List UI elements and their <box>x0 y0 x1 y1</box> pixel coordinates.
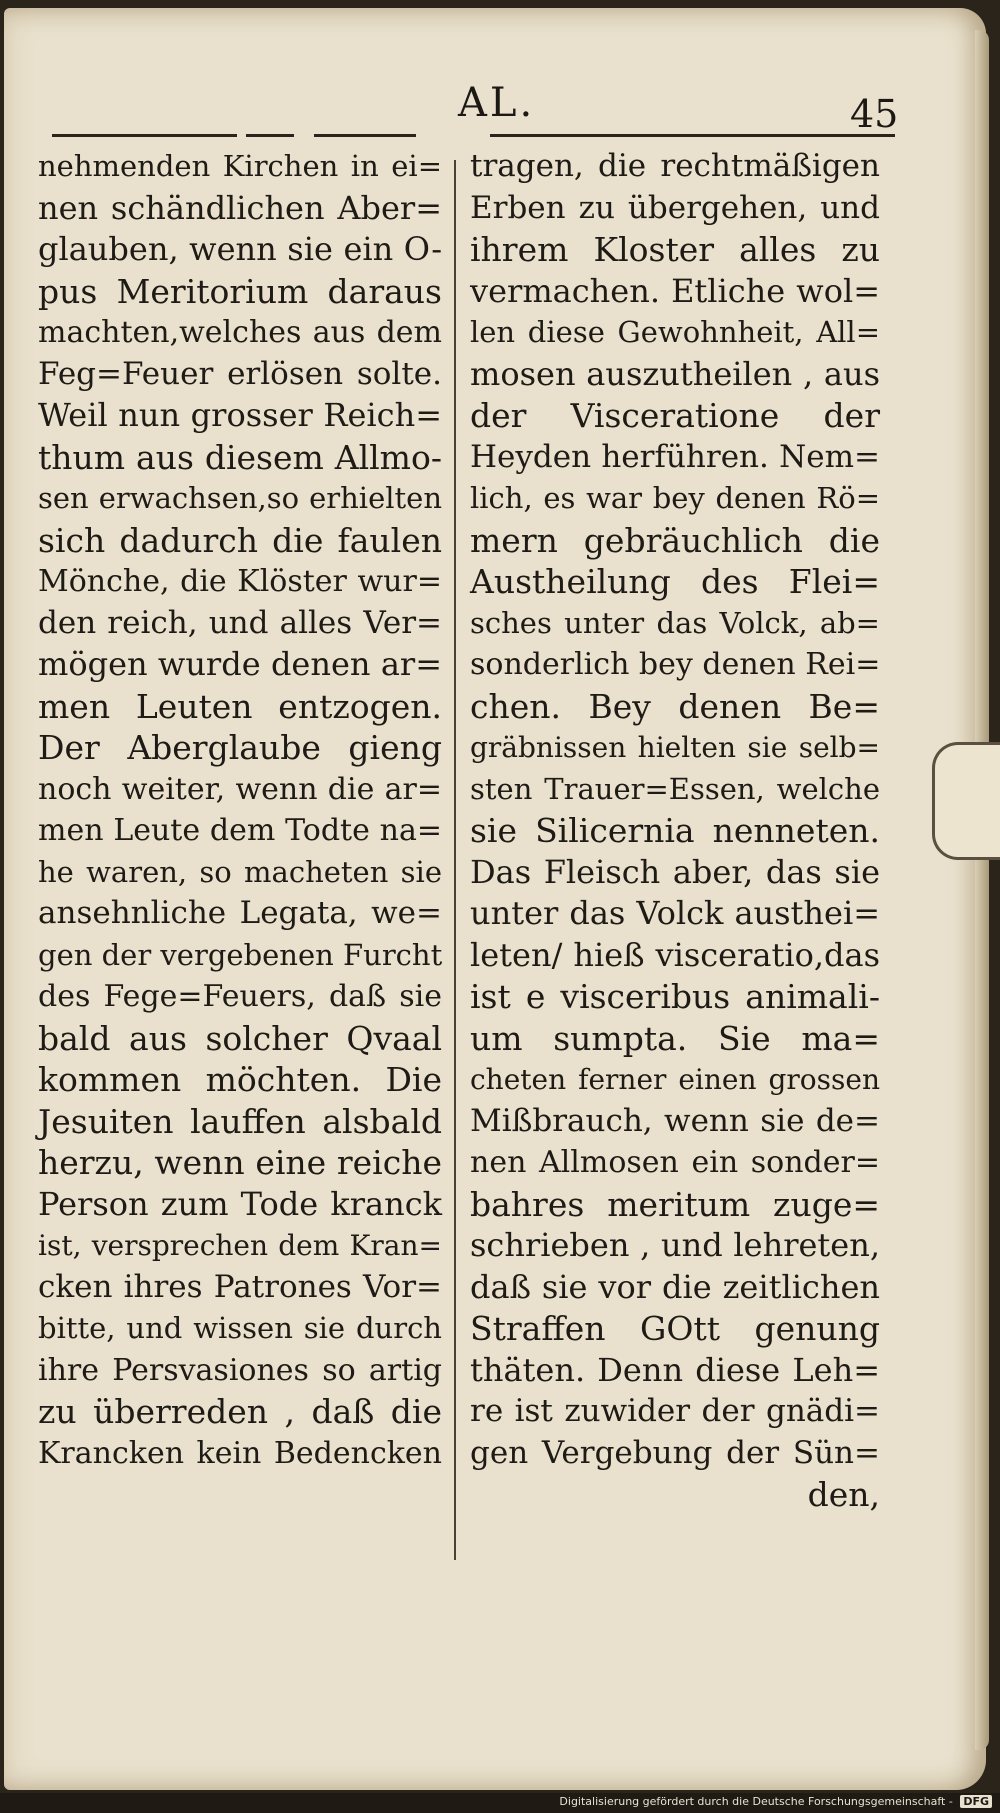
text-line: Krancken kein Bedencken <box>38 1435 442 1471</box>
text-line: ihre Persvasiones so artig <box>38 1352 442 1388</box>
text-line: sie Silicernia nenneten. <box>470 811 880 850</box>
text-line: mern gebräuchlich die <box>470 520 880 560</box>
text-line: glauben, wenn sie ein O- <box>38 230 442 268</box>
left-column <box>38 146 442 1474</box>
text-line: he waren, so macheten sie <box>38 854 442 889</box>
text-line: chen. Bey denen Be= <box>470 686 880 726</box>
header-rule-right <box>490 134 895 137</box>
text-line: Person zum Tode kranck <box>38 1184 442 1223</box>
header-rule-left-2 <box>314 134 416 137</box>
text-line: noch weiter, wenn die ar= <box>38 771 442 807</box>
header-rule-mid <box>246 134 294 137</box>
text-line: lich, es war bey denen Rö= <box>470 481 880 515</box>
text-line: Feg=Feuer erlösen solte. <box>38 355 442 392</box>
text-line: ihrem Kloster alles zu <box>470 230 880 269</box>
text-line: unter das Volck austhei= <box>470 894 880 932</box>
header-rule-left <box>52 134 237 137</box>
text-line: gen der vergebenen Furcht <box>38 937 443 972</box>
text-line: Heyden herführen. Nem= <box>470 438 880 475</box>
text-line: nen schändlichen Aber= <box>38 188 442 227</box>
text-line: tragen, die rechtmäßigen <box>470 148 880 184</box>
credit-text: Digitalisierung gefördert durch die Deutsche Forschungsgemeinschaft - <box>559 1795 953 1808</box>
text-line: thum aus diesem Allmo- <box>38 437 442 477</box>
text-line: Austheilung des Flei= <box>470 562 880 601</box>
text-line: sten Trauer=Essen, welche <box>470 771 880 806</box>
right-column <box>470 146 880 1516</box>
text-line: bald aus solcher Qvaal <box>38 1018 442 1058</box>
text-line: sich dadurch die faulen <box>38 520 442 560</box>
text-line: cken ihres Patrones Vor= <box>38 1268 442 1305</box>
text-line: daß sie vor die zeitlichen <box>470 1267 880 1306</box>
text-line: sches unter das Volck, ab= <box>470 605 880 640</box>
text-line: gen Vergebung der Sün= <box>470 1434 880 1471</box>
text-line: pus Meritorium daraus <box>38 271 442 311</box>
text-line: Weil nun grosser Reich= <box>38 396 442 434</box>
text-line: Jesuiten lauffen alsbald <box>38 1101 442 1141</box>
text-line: len diese Gewohnheit, All= <box>470 315 880 349</box>
text-line: sen erwachsen,so erhielten <box>38 481 442 515</box>
text-line: ist e visceribus animali- <box>470 977 880 1016</box>
running-header: AL. <box>458 80 536 126</box>
digitization-credit <box>559 1795 992 1808</box>
text-line: bitte, und wissen sie durch <box>38 1311 442 1345</box>
text-line: kommen möchten. Die <box>38 1060 442 1099</box>
text-line: Das Fleisch aber, das sie <box>470 852 880 891</box>
text-line: zu überreden , daß die <box>38 1392 442 1431</box>
text-line: machten,welches aus dem <box>38 315 442 350</box>
text-line: um sumpta. Sie ma= <box>470 1018 880 1058</box>
catchword: den, <box>807 1475 880 1514</box>
text-line: nehmenden Kirchen in ei= <box>38 149 442 183</box>
text-line: den reich, und alles Ver= <box>38 604 442 641</box>
text-line: bahres meritum zuge= <box>470 1184 880 1224</box>
page-number: 45 <box>850 92 899 136</box>
dfg-logo: DFG <box>960 1795 992 1808</box>
text-line: Straffen GOtt genung <box>470 1309 880 1348</box>
text-line: gräbnissen hielten sie selb= <box>470 731 880 764</box>
text-line: Mönche, die Klöster wur= <box>38 564 442 599</box>
text-line: ist, versprechen dem Kran= <box>38 1229 442 1262</box>
text-line: vermachen. Etliche wol= <box>470 271 880 310</box>
column-divider <box>454 160 456 1560</box>
text-line: men Leute dem Todte na= <box>38 813 442 848</box>
text-line: schrieben , und lehreten, <box>470 1226 880 1264</box>
text-line: nen Allmosen ein sonder= <box>470 1145 880 1180</box>
text-line: des Fege=Feuers, daß sie <box>38 979 442 1014</box>
text-line: mosen auszutheilen , aus <box>470 354 880 393</box>
text-line: cheten ferner einen grossen <box>470 1063 880 1096</box>
text-line: der Visceratione der <box>470 396 880 435</box>
text-line: ansehnliche Legata, we= <box>38 895 442 931</box>
text-line: mögen wurde denen ar= <box>38 645 442 683</box>
text-line: Der Aberglaube gieng <box>38 728 442 767</box>
page-clasp-tab <box>932 742 1000 860</box>
page-edge <box>975 30 989 1750</box>
text-line: re ist zuwider der gnädi= <box>470 1393 880 1429</box>
text-line: Erben zu übergehen, und <box>470 189 880 226</box>
text-line: herzu, wenn eine reiche <box>38 1143 442 1182</box>
text-line: thäten. Denn diese Leh= <box>470 1350 880 1389</box>
text-line: Mißbrauch, wenn sie de= <box>470 1102 880 1139</box>
text-line: sonderlich bey denen Rei= <box>470 647 881 682</box>
text-line: men Leuten entzogen. <box>38 686 442 726</box>
text-line: leten/ hieß visceratio,das <box>470 935 880 974</box>
